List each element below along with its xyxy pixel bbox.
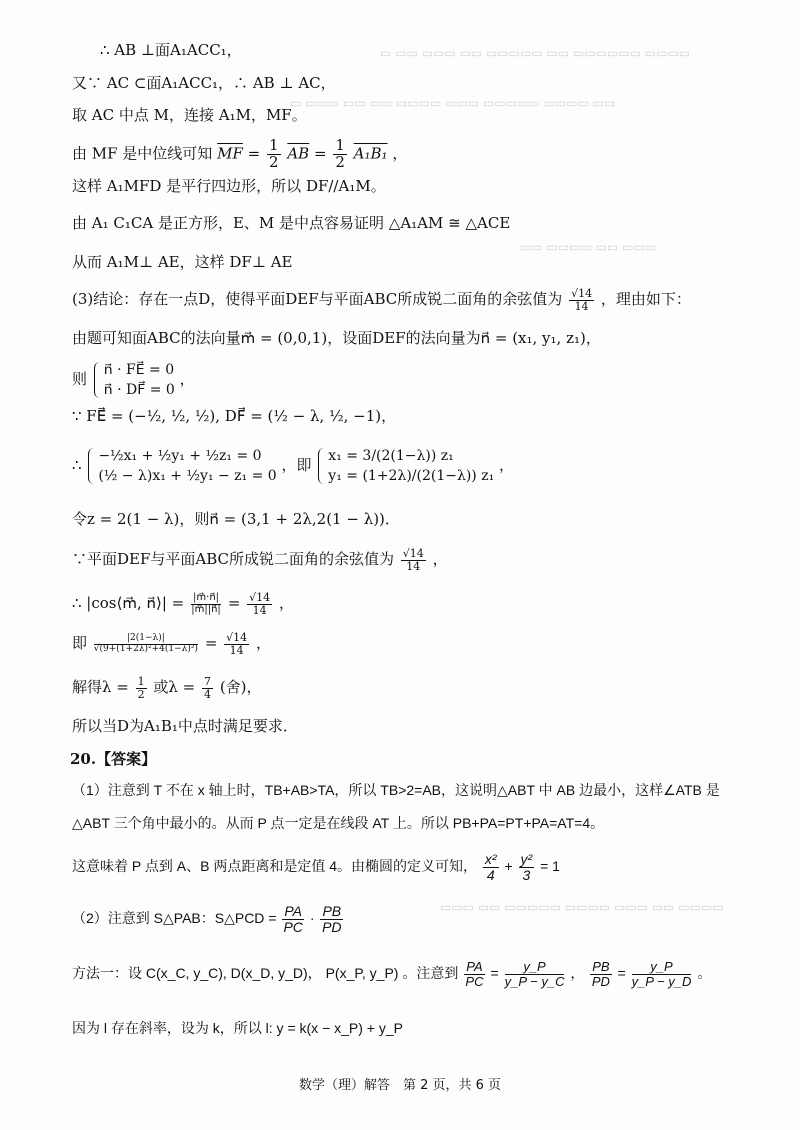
proof-text: ∵平面DEF与平面ABC所成锐二面角的余弦值为 xyxy=(72,550,394,569)
equals-sign: = xyxy=(617,964,626,981)
proof-text: 由 MF 是中位线可知 xyxy=(72,144,213,163)
proof-text: 因为 l 存在斜率，设为 k，所以 l: y = k(x − x_P) + y_P xyxy=(72,1020,403,1036)
equals-sign: = xyxy=(313,144,327,163)
line-24 xyxy=(72,960,711,988)
fraction: $\frac{|m⃗\cdot n⃗|}{|m⃗||n⃗|}$ xyxy=(191,592,221,615)
punctuation: ， xyxy=(179,370,195,388)
line-15 xyxy=(72,592,294,616)
fraction: $\frac{PA}{PC}$ xyxy=(465,959,484,989)
fraction: $\frac{\text{y²}}{3}$ xyxy=(520,851,533,883)
equals-sign: = xyxy=(227,594,241,613)
line-9 xyxy=(72,328,601,348)
equation-system xyxy=(92,360,175,400)
proof-text: （1）注意到 T 不在 x 轴上时，TB+AB>TA，所以 TB>2=AB，这说明△ABT 中 AB 边最小，这样∠ATB 是 xyxy=(72,782,720,798)
line-16 xyxy=(72,632,271,656)
fraction-sqrt14-over-14: $\frac{√14}{14}$ xyxy=(571,287,593,313)
line-21 xyxy=(72,813,604,833)
line-1 xyxy=(100,40,242,60)
line-20 xyxy=(72,780,720,800)
line-7 xyxy=(72,252,293,272)
proof-text: 即 xyxy=(72,634,88,653)
dot-operator: · xyxy=(309,909,315,926)
proof-text: 取 AC 中点 M，连接 A₁M，MF。 xyxy=(72,106,307,124)
proof-text: 令z = 2(1 − λ)，则n⃗ = (3,1 + 2λ,2(1 − λ))． xyxy=(72,510,400,528)
conclusion-text: (3)结论：存在一点D，使得平面DEF与平面ABC所成锐二面角的余弦值为 xyxy=(72,290,563,309)
equation: n⃗ · FE⃗ = 0 xyxy=(103,362,175,378)
punctuation: ， xyxy=(278,594,294,613)
punctuation: ， xyxy=(432,550,448,569)
line-23 xyxy=(72,904,345,934)
fraction: $\frac{1}{2}$ xyxy=(137,675,145,701)
equals-sign: = xyxy=(247,144,261,163)
proof-text: ，即 xyxy=(281,456,312,474)
equation-system xyxy=(86,446,276,486)
equation-system xyxy=(316,446,494,486)
line-11 xyxy=(72,406,396,426)
bleed-through-mark: ▭▭ ▭▭▭▭ ▭▭ ▭▭▭ xyxy=(520,240,657,254)
equation: (½ − λ)x₁ + ½y₁ − z₁ = 0 xyxy=(98,468,277,484)
bleed-through-mark: ▭ ▭▭ ▭▭▭ ▭▭ ▭▭▭▭▭ ▭▭ ▭▭▭▭▭▭ ▭▭▭▭ xyxy=(380,46,691,60)
line-17 xyxy=(72,676,262,700)
line-25 xyxy=(72,1018,403,1038)
equals-sign: = xyxy=(204,634,218,653)
proof-text: 这意味着 P 点到 A、B 两点距离和是定值 4。由椭圆的定义可知， xyxy=(72,857,477,874)
equation: = 1 xyxy=(540,857,560,874)
vector-AB: $\overline{AB}$ xyxy=(287,144,310,163)
plus-sign: + xyxy=(504,857,513,874)
fraction: $\frac{y\_P}{y\_P - y\_D}$ xyxy=(631,959,692,989)
equation: −½x₁ + ½y₁ + ½z₁ = 0 xyxy=(98,448,262,464)
equation: y₁ = (1+2λ)/(2(1−λ)) z₁ xyxy=(328,468,495,484)
punctuation: ， xyxy=(499,456,515,474)
equation: x₁ = 3/(2(1−λ)) z₁ xyxy=(328,448,454,464)
line-3 xyxy=(72,105,307,125)
line-5 xyxy=(72,176,386,196)
vector-A1B1: A₁B₁ xyxy=(353,144,388,163)
fraction: $\frac{|2(1-\lambda)|}{\text{√(9+(1+2λ)²+4(1−λ)²)}}$ xyxy=(93,633,199,654)
line-4 xyxy=(72,138,407,171)
fraction: $\frac{PA}{PC}$ xyxy=(283,903,303,935)
line-12 xyxy=(72,446,514,486)
page-footer: 数学（理）解答 第 2 页，共 6 页 xyxy=(298,1078,502,1093)
equation: n⃗ · DF⃗ = 0 xyxy=(103,382,175,398)
fraction-sqrt14-over-14: $\frac{√14}{14}$ xyxy=(226,631,248,657)
fraction: $\frac{7}{4}$ xyxy=(204,675,212,701)
proof-text: 解得λ = xyxy=(72,678,129,697)
proof-text: （2）注意到 S△PAB：S△PCD = xyxy=(72,909,277,926)
line-2 xyxy=(72,73,336,93)
line-22 xyxy=(72,852,560,882)
line-18 xyxy=(72,716,298,736)
punctuation: ， xyxy=(255,634,271,653)
proof-text: 由 A₁ C₁CA 是正方形，E、M 是中点容易证明 △A₁AM ≅ △ACE xyxy=(72,214,511,232)
line-6 xyxy=(72,213,510,233)
fraction-sqrt14-over-14: $\frac{√14}{14}$ xyxy=(249,591,271,617)
fraction: $\frac{PB}{PD}$ xyxy=(591,959,610,989)
proof-text: (舍)， xyxy=(219,678,262,697)
proof-text: ∴ AB ⊥面A₁ACC₁， xyxy=(100,41,242,59)
bleed-through-mark: ▭ ▭▭▭ ▭▭ ▭▭ ▭▭▭▭ ▭▭▭ ▭▭▭▭▭ ▭▭▭▭ ▭▭ xyxy=(290,96,616,110)
line-14 xyxy=(72,548,448,572)
proof-text: 方法一：设 C(x_C, y_C), D(x_D, y_D)， P(x_P, y_P) 。注意到 xyxy=(72,964,459,981)
proof-text: ，理由如下： xyxy=(600,290,691,309)
fraction-sqrt14-over-14: $\frac{√14}{14}$ xyxy=(402,547,424,573)
equals-sign: = xyxy=(490,964,499,981)
proof-text: 又∵ AC ⊂面A₁ACC₁，∴ AB ⊥ AC， xyxy=(72,74,336,92)
punctuation: 。 xyxy=(697,964,712,981)
proof-text: 则 xyxy=(72,370,88,388)
fraction: $\frac{PB}{PD}$ xyxy=(322,903,342,935)
fraction: $\frac{\text{x²}}{4}$ xyxy=(484,851,497,883)
proof-text: △ABT 三个角中最小的。从而 P 点一定是在线段 AT 上。所以 PB+PA=PT+PA=AT=4。 xyxy=(72,815,605,831)
fraction: $\frac{1}{2}$ xyxy=(335,136,345,171)
line-10 xyxy=(72,360,195,400)
line-8 xyxy=(72,288,691,312)
proof-text: 所以当D为A₁B₁中点时满足要求． xyxy=(72,717,298,735)
proof-text: 或λ = xyxy=(153,678,196,697)
answer-heading xyxy=(70,749,156,769)
proof-text: 这样 A₁MFD 是平行四边形，所以 DF//A₁M。 xyxy=(72,177,386,195)
proof-text: 由题可知面ABC的法向量m⃗ = (0,0,1)，设面DEF的法向量为n⃗ = (x₁, y₁, z₁)， xyxy=(72,329,601,347)
section-heading: 20.【答案】 xyxy=(70,750,157,768)
fraction: $\frac{1}{2}$ xyxy=(269,136,279,171)
fraction: $\frac{y\_P}{y\_P - y\_C}$ xyxy=(504,959,565,989)
proof-text: ∴ |cos⟨m⃗, n⃗⟩| = xyxy=(72,594,185,613)
vector-MF: $\overline{MF}$ xyxy=(217,144,243,163)
punctuation: ， xyxy=(570,964,585,981)
punctuation: ， xyxy=(392,144,408,163)
line-13 xyxy=(72,509,400,529)
proof-text: ∵ FE⃗ = (−½, ½, ½), DF⃗ = (½ − λ, ½, −1)， xyxy=(72,407,397,425)
proof-text: 从而 A₁M⊥ AE，这样 DF⊥ AE xyxy=(72,253,293,271)
bleed-through-mark: ▭▭▭ ▭▭ ▭▭▭▭▭ ▭▭▭▭ ▭▭▭ ▭▭ ▭▭▭▭ xyxy=(440,900,724,914)
therefore-symbol: ∴ xyxy=(72,456,82,474)
